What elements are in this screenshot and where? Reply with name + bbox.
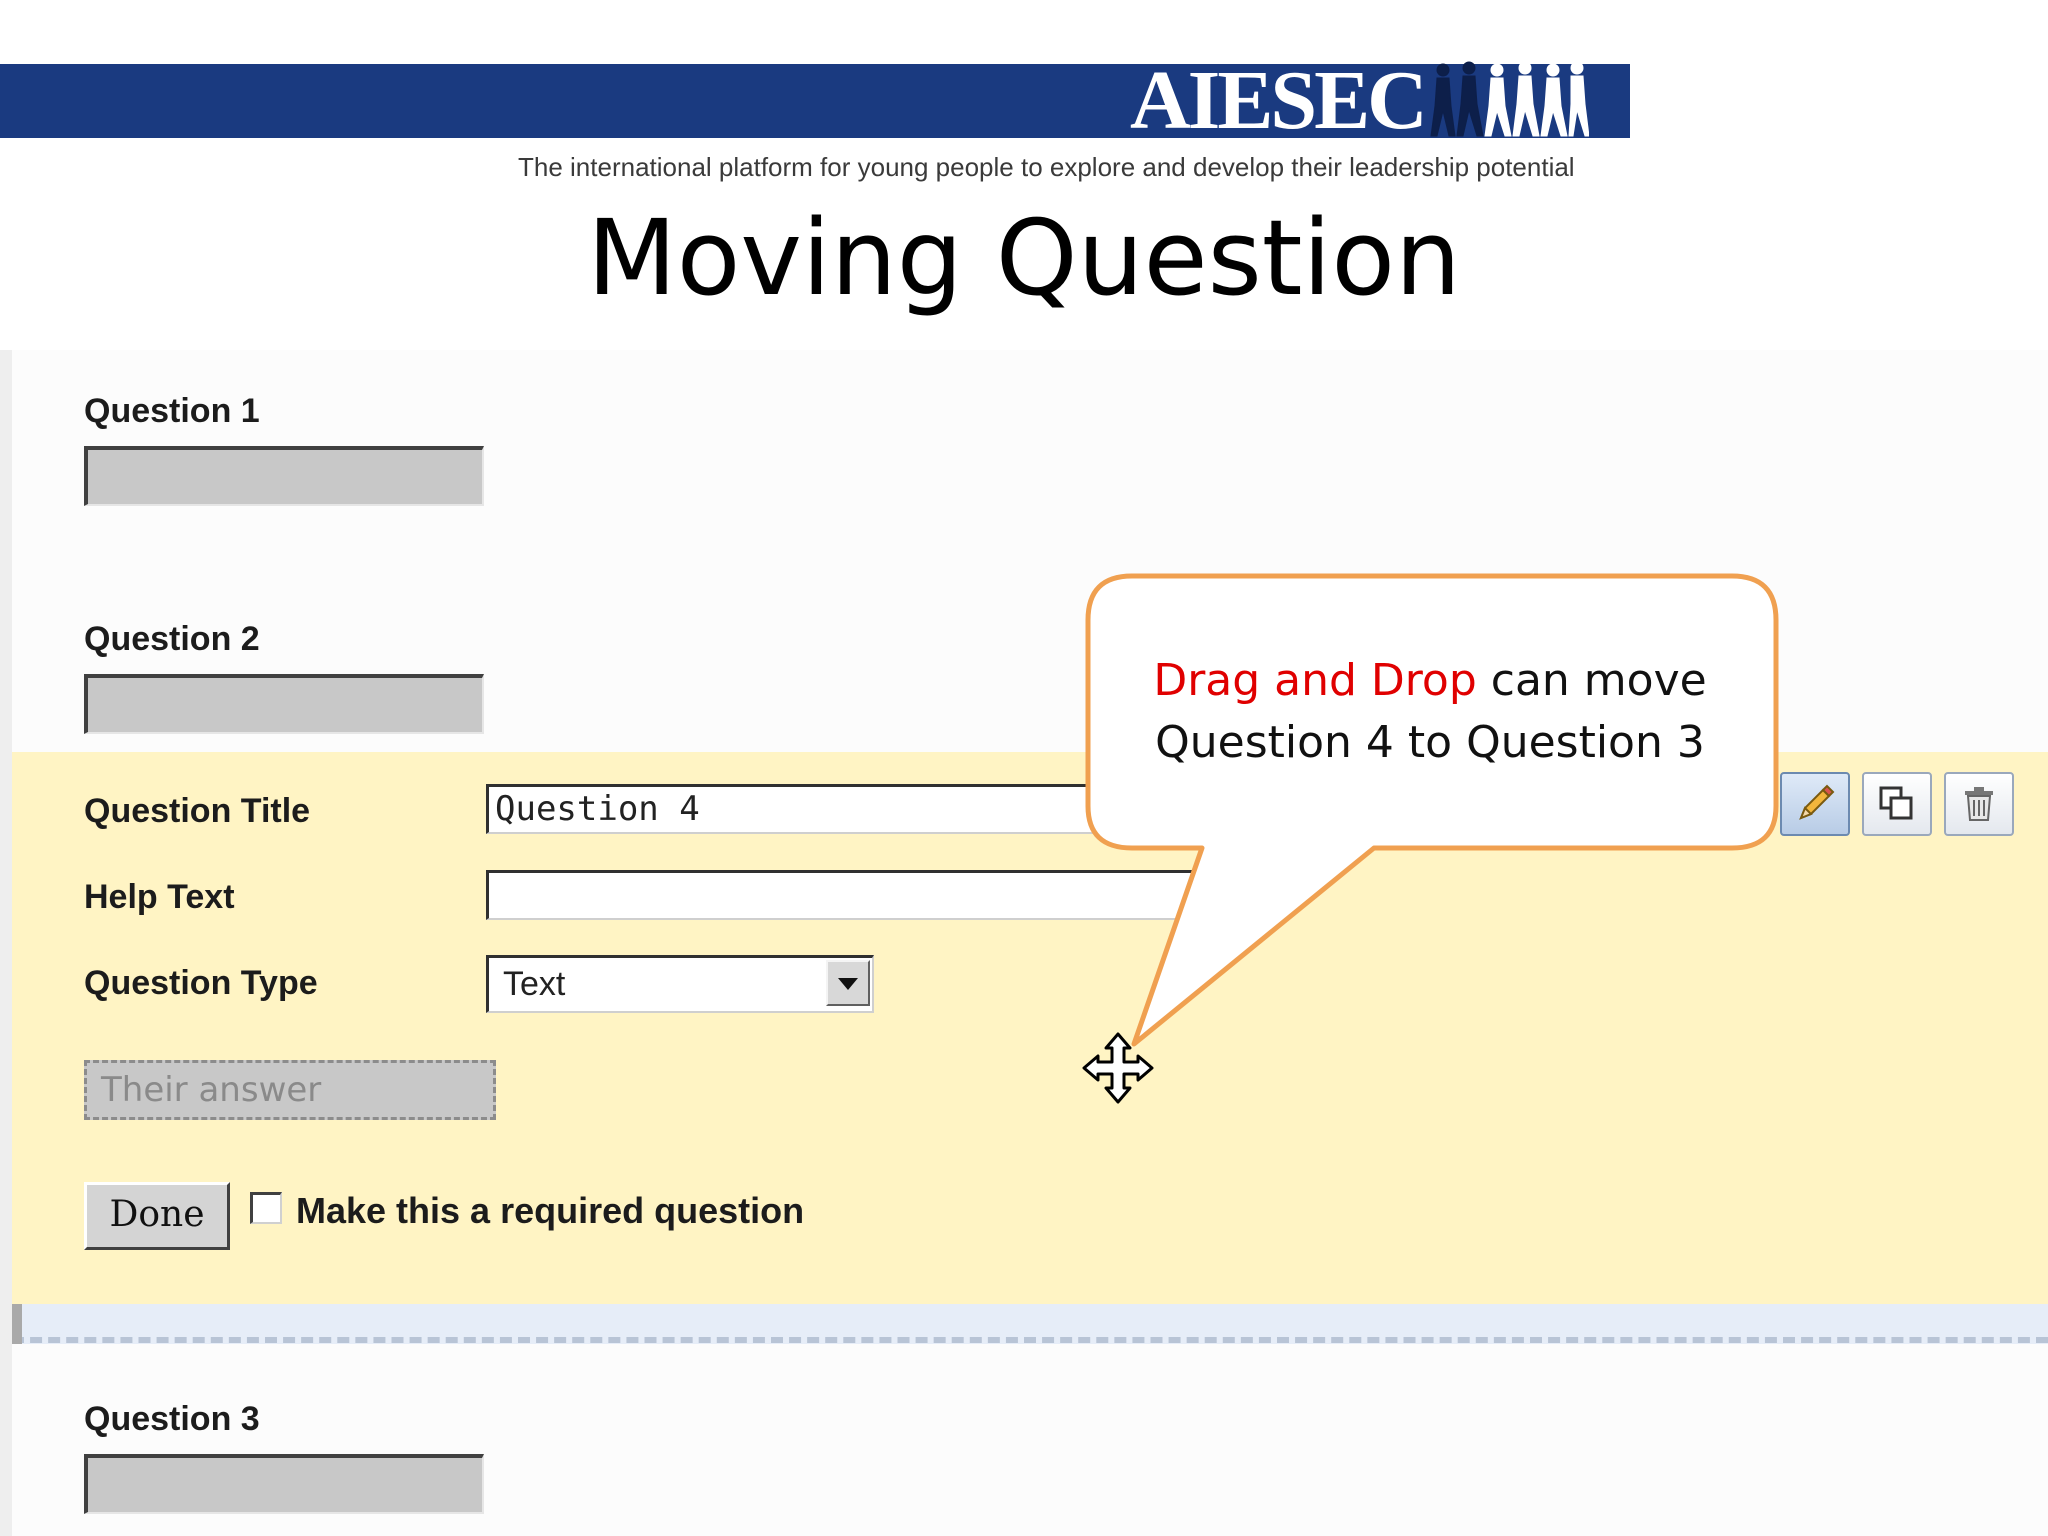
question-2-label[interactable]: Question 2 [84, 620, 260, 658]
required-label[interactable]: Make this a required question [296, 1190, 805, 1231]
callout-line1-rest: can move [1476, 655, 1707, 706]
brand-tagline: The international platform for young people to explore and develop their leadership potential [518, 152, 1575, 182]
move-cursor-icon [1080, 1030, 1156, 1106]
answer-preview: Their answer [84, 1060, 496, 1120]
slide-title: Moving Question [587, 197, 1461, 319]
callout-text [1090, 650, 1770, 774]
done-button[interactable]: Done [84, 1182, 230, 1250]
question-type-label: Question Type [84, 964, 318, 1002]
question-title-label: Question Title [84, 792, 311, 830]
callout-highlight: Drag and Drop [1153, 655, 1477, 706]
callout-line2: Question 4 to Question 3 [1155, 717, 1705, 768]
question-1-label[interactable]: Question 1 [84, 392, 260, 430]
question-type-value: Text [503, 965, 566, 1003]
question-title-input[interactable]: Question 4 [486, 784, 1206, 834]
help-text-label: Help Text [84, 878, 235, 916]
question-3-label[interactable]: Question 3 [84, 1400, 260, 1438]
brand-wordmark: AIESEC [1130, 54, 1425, 147]
